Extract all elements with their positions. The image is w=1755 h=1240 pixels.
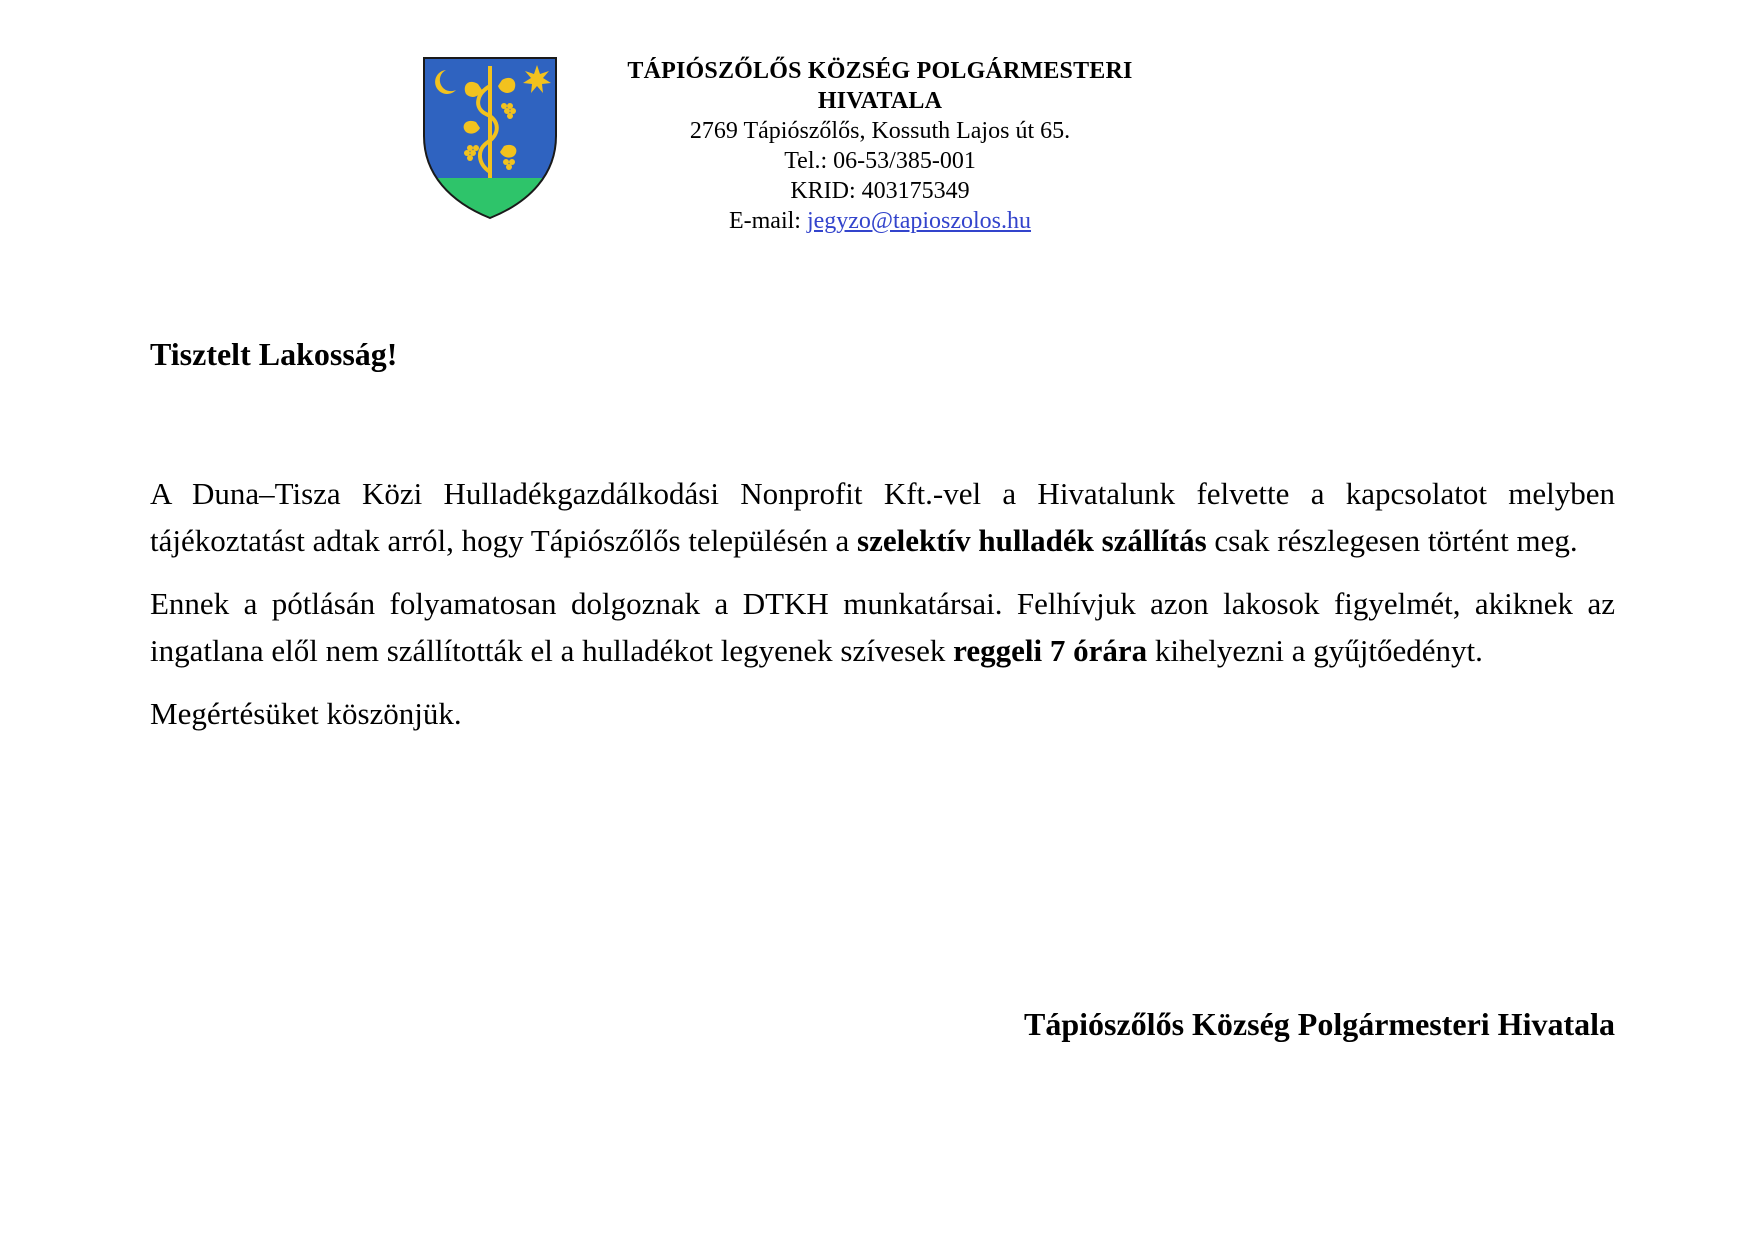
paragraph-3: Megértésüket köszönjük. [150, 696, 462, 731]
salutation: Tisztelt Lakosság! [150, 336, 398, 372]
krid: KRID: 403175349 [790, 178, 970, 204]
letterhead [600, 56, 1160, 236]
emphasis: szelektív hulladék szállítás [857, 523, 1207, 558]
organization-name: TÁPIÓSZŐLŐS KÖZSÉG POLGÁRMESTERI HIVATALA [627, 58, 1133, 114]
phone: Tel.: 06-53/385-001 [784, 148, 976, 174]
text-span: A Duna–Tisza Közi Hulladékgazdálkodási Nonprofit Kft.-vel a Hivatalunk felvette a kapcsolatot melyben tájékoztatást adtak arról, hogy Tápiószőlős településén a [150, 476, 1615, 558]
paragraph-1 [150, 470, 1615, 564]
coat-of-arms-icon [420, 56, 560, 220]
paragraph-2 [150, 580, 1615, 674]
text-span: Ennek a pótlásán folyamatosan dolgoznak a DTKH munkatársai. Felhívjuk azon lakosok figyelmét, akiknek az ingatlana elől nem szállították el a hulladékot legyenek szívesek [150, 586, 1615, 668]
text-span: csak részlegesen történt meg. [1206, 523, 1578, 558]
emphasis: reggeli 7 órára [953, 633, 1148, 668]
address: 2769 Tápiószőlős, Kossuth Lajos út 65. [689, 118, 1071, 144]
email-line [600, 206, 1160, 236]
text-span: kihelyezni a gyűjtőedényt. [1147, 633, 1483, 668]
letter-body [150, 470, 1615, 753]
email-label: E-mail: [728, 208, 807, 234]
email-link[interactable]: jegyzo@tapioszolos.hu [806, 208, 1032, 234]
signature: Tápiószőlős Község Polgármesteri Hivatala [1023, 1006, 1615, 1042]
